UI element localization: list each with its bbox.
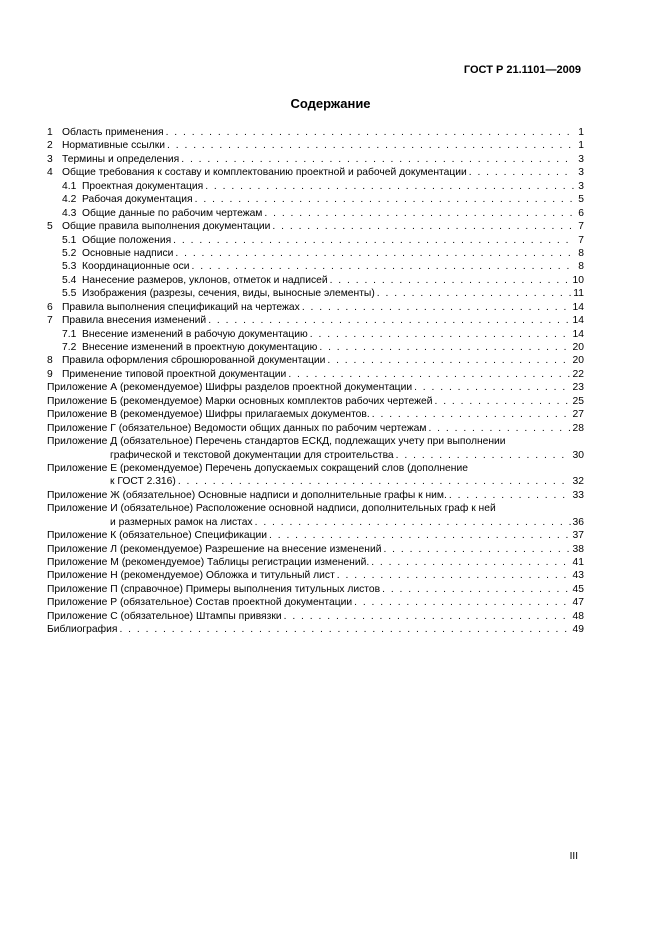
toc-entry-text: Область применения (62, 127, 164, 138)
toc-page-number: 10 (572, 274, 584, 286)
toc-entry-text: Правила выполнения спецификаций на чертежах (62, 301, 300, 313)
toc-leader-dots (255, 516, 571, 529)
toc-row[interactable] (47, 502, 584, 515)
toc-page-number: 8 (578, 261, 584, 273)
toc-row[interactable] (47, 623, 584, 636)
toc-leader-dots (449, 489, 571, 502)
toc-row[interactable] (47, 166, 584, 179)
toc-section-number: 7 (47, 315, 53, 327)
toc-leader-dots (264, 207, 574, 220)
toc-page-number: 3 (578, 153, 584, 165)
toc-leader-dots (119, 623, 570, 636)
toc-entry-text: Приложение С (обязательное) Штампы привязки (47, 610, 282, 622)
page-title: Содержание (290, 96, 371, 111)
toc-row[interactable] (47, 354, 584, 367)
toc-row[interactable] (47, 381, 584, 394)
toc-entry-text: Приложение Р (обязательное) Состав проектной документации (47, 597, 353, 609)
toc-leader-dots (434, 395, 570, 408)
toc-row[interactable] (47, 395, 584, 408)
toc-row[interactable] (47, 408, 584, 421)
toc-page-number: 7 (578, 221, 584, 233)
toc-page-number: 6 (578, 207, 584, 219)
toc-leader-dots (327, 354, 570, 367)
toc-leader-dots (354, 596, 570, 609)
toc-entry-text: Применение типовой проектной документации (62, 368, 287, 380)
toc-entry-text: Термины и определения (62, 153, 180, 165)
toc-leader-dots (175, 247, 574, 260)
toc-section-number: 5.2 (62, 247, 77, 259)
toc-entry-text: Приложение Д (обязательное) Перечень стандартов ЕСКД, подлежащих учету при выполнении (47, 436, 506, 448)
toc-section-number: 7.1 (62, 328, 77, 340)
toc-page-number: 23 (572, 382, 584, 394)
toc-row[interactable] (47, 234, 584, 247)
toc-leader-dots (181, 153, 574, 166)
toc-row[interactable] (47, 341, 584, 354)
toc-page-number: 5 (578, 194, 584, 206)
toc-row[interactable] (47, 556, 584, 569)
toc-entry-text: Приложение Г (обязательное) Ведомости общих данных по рабочим чертежам (47, 422, 427, 434)
toc-leader-dots (178, 475, 571, 488)
toc-leader-dots (414, 381, 570, 394)
toc-page-number: 1 (578, 140, 584, 152)
toc-row[interactable] (47, 247, 584, 260)
toc-row[interactable] (47, 328, 584, 341)
toc-row[interactable] (47, 583, 584, 596)
toc-row[interactable] (47, 180, 584, 193)
toc-row[interactable] (47, 139, 584, 152)
toc-entry-text: к ГОСТ 2.316) (110, 476, 176, 488)
toc-entry-text: Внесение изменений в проектную документацию (82, 342, 318, 353)
toc-entry-text: Правила оформления сброшюрованной документации (62, 355, 326, 367)
toc-entry-text: Нанесение размеров, уклонов, отметок и надписей (82, 274, 328, 286)
toc-row[interactable] (47, 274, 584, 287)
toc-page-number: 25 (572, 395, 584, 407)
toc-page-number: 28 (572, 422, 584, 434)
toc-page-number: 7 (578, 234, 584, 246)
toc-row[interactable] (47, 207, 584, 220)
toc-entry-text: графической и текстовой документации для строительства (110, 449, 394, 461)
toc-row[interactable] (47, 314, 584, 327)
toc-page-number: 47 (572, 597, 584, 609)
toc-leader-dots (396, 449, 571, 462)
toc-page-number: 20 (572, 355, 584, 367)
toc-leader-dots (330, 274, 571, 287)
toc-leader-dots (377, 287, 572, 300)
toc-entry-text: Изображения (разрезы, сечения, виды, выносные элементы) (82, 288, 375, 300)
toc-leader-dots (284, 610, 571, 623)
toc-page-number: 20 (572, 342, 584, 353)
toc-leader-dots (269, 529, 571, 542)
toc-entry-text: Рабочая документация (82, 194, 193, 206)
toc-section-number: 4.3 (62, 207, 77, 219)
toc-entry-text: Приложение В (рекомендуемое) Шифры прилагаемых документов. (47, 409, 370, 421)
toc-page-number: 3 (578, 167, 584, 179)
toc-row[interactable] (47, 462, 584, 475)
toc-page-number: 8 (578, 247, 584, 259)
toc-page-number: 3 (578, 180, 584, 192)
toc-leader-dots (205, 180, 574, 193)
toc-row[interactable] (47, 368, 584, 381)
toc-page-number: 45 (572, 583, 584, 595)
toc-page-number: 14 (572, 315, 584, 327)
toc-leader-dots (319, 341, 570, 354)
toc-page-number: 48 (572, 610, 584, 622)
toc-page-number: 14 (572, 328, 584, 340)
toc-leader-dots (302, 301, 571, 314)
toc-row[interactable] (47, 489, 584, 502)
toc-entry-text: Внесение изменений в рабочую документацию (82, 328, 308, 340)
toc-section-number: 8 (47, 355, 53, 367)
toc-leader-dots (383, 543, 570, 556)
toc-section-number: 6 (47, 301, 53, 313)
toc-entry-text: Приложение Е (рекомендуемое) Перечень допускаемых сокращений слов (дополнение (47, 462, 468, 474)
toc-row[interactable] (47, 529, 584, 542)
toc-entry-text: Приложение К (обязательное) Спецификации (47, 530, 267, 542)
toc-leader-dots (428, 422, 570, 435)
toc-page-number: 14 (572, 301, 584, 313)
toc-row[interactable] (47, 126, 584, 139)
toc-entry-text: Приложение Л (рекомендуемое) Разрешение на внесение изменений (47, 543, 382, 555)
toc-entry-text: Приложение Н (рекомендуемое) Обложка и титульный лист (47, 570, 335, 582)
document-code: ГОСТ Р 21.1101—2009 (463, 64, 581, 76)
toc-page-number: 11 (573, 288, 584, 300)
toc-page-number: 33 (572, 489, 584, 501)
toc-leader-dots (167, 139, 574, 152)
toc-page-number: 1 (578, 127, 584, 138)
toc-entry-text: Приложение И (обязательное) Расположение основной надписи, дополнительных граф к ней (47, 503, 496, 515)
toc-row[interactable] (47, 422, 584, 435)
toc-page-number: 41 (572, 557, 584, 568)
toc-row[interactable] (47, 260, 584, 273)
toc-entry-text: Координационные оси (82, 261, 190, 273)
toc-page-number: 27 (572, 409, 584, 421)
toc-entry-text: Общие данные по рабочим чертежам (82, 207, 263, 219)
toc-row[interactable] (47, 301, 584, 314)
toc-row[interactable] (47, 543, 584, 556)
toc-row-continuation[interactable] (47, 475, 584, 488)
toc-entry-text: Приложение А (рекомендуемое) Шифры разделов проектной документации (47, 382, 413, 394)
toc-section-number: 5 (47, 221, 53, 233)
toc-section-number: 4 (47, 167, 53, 179)
toc-section-number: 3 (47, 153, 53, 165)
toc-entry-text: и размерных рамок на листах (110, 516, 253, 528)
table-of-contents (47, 126, 584, 637)
toc-leader-dots (166, 126, 574, 139)
toc-page-number: 49 (572, 624, 584, 636)
toc-entry-text: Библиография (47, 624, 118, 636)
toc-entry-text: Общие правила выполнения документации (62, 221, 271, 233)
toc-leader-dots (372, 408, 571, 421)
toc-row[interactable] (47, 610, 584, 623)
toc-entry-text: Приложение Б (рекомендуемое) Марки основных комплектов рабочих чертежей (47, 395, 433, 407)
toc-leader-dots (173, 234, 574, 247)
toc-section-number: 5.1 (62, 234, 77, 246)
toc-row[interactable] (47, 153, 584, 166)
toc-entry-text: Общие требования к составу и комплектованию проектной и рабочей документации (62, 167, 467, 179)
toc-leader-dots (191, 260, 574, 273)
toc-section-number: 9 (47, 368, 53, 380)
toc-leader-dots (272, 220, 574, 233)
toc-page-number: 22 (572, 368, 584, 380)
toc-entry-text: Приложение П (справочное) Примеры выполнения титульных листов (47, 583, 381, 595)
toc-section-number: 4.2 (62, 194, 77, 206)
toc-row-continuation[interactable] (47, 516, 584, 529)
toc-row[interactable] (47, 435, 584, 448)
toc-leader-dots (195, 193, 574, 206)
toc-page-number: 30 (572, 449, 584, 461)
toc-leader-dots (337, 569, 571, 582)
toc-leader-dots (371, 556, 570, 569)
toc-entry-text: Приложение М (рекомендуемое) Таблицы регистрации изменений. (47, 557, 370, 568)
toc-section-number: 2 (47, 140, 53, 152)
toc-page-number: 38 (572, 543, 584, 555)
toc-entry-text: Правила внесения изменений (62, 315, 207, 327)
toc-section-number: 5.3 (62, 261, 77, 273)
toc-entry-text: Общие положения (82, 234, 172, 246)
toc-page-number: 37 (572, 530, 584, 542)
toc-section-number: 5.4 (62, 274, 77, 286)
toc-leader-dots (310, 328, 571, 341)
toc-entry-text: Проектная документация (82, 180, 204, 192)
toc-entry-text: Нормативные ссылки (62, 140, 166, 152)
toc-section-number: 1 (47, 127, 53, 138)
toc-row-continuation[interactable] (47, 449, 584, 462)
toc-page-number: 43 (572, 570, 584, 582)
toc-page-number: 36 (572, 516, 584, 528)
toc-row[interactable] (47, 596, 584, 609)
toc-leader-dots (469, 166, 574, 179)
toc-section-number: 7.2 (62, 342, 77, 353)
toc-section-number: 4.1 (62, 180, 77, 192)
toc-section-number: 5.5 (62, 288, 77, 300)
toc-leader-dots (208, 314, 570, 327)
toc-entry-text: Приложение Ж (обязательное) Основные надписи и дополнительные графы к ним. (47, 489, 447, 501)
toc-row[interactable] (47, 193, 584, 206)
toc-leader-dots (382, 583, 570, 596)
toc-row[interactable] (47, 220, 584, 233)
toc-row[interactable] (47, 569, 584, 582)
toc-page-number: 32 (572, 476, 584, 488)
toc-entry-text: Основные надписи (82, 247, 174, 259)
toc-leader-dots (288, 368, 570, 381)
toc-row[interactable] (47, 287, 584, 300)
page-number: III (569, 851, 578, 862)
